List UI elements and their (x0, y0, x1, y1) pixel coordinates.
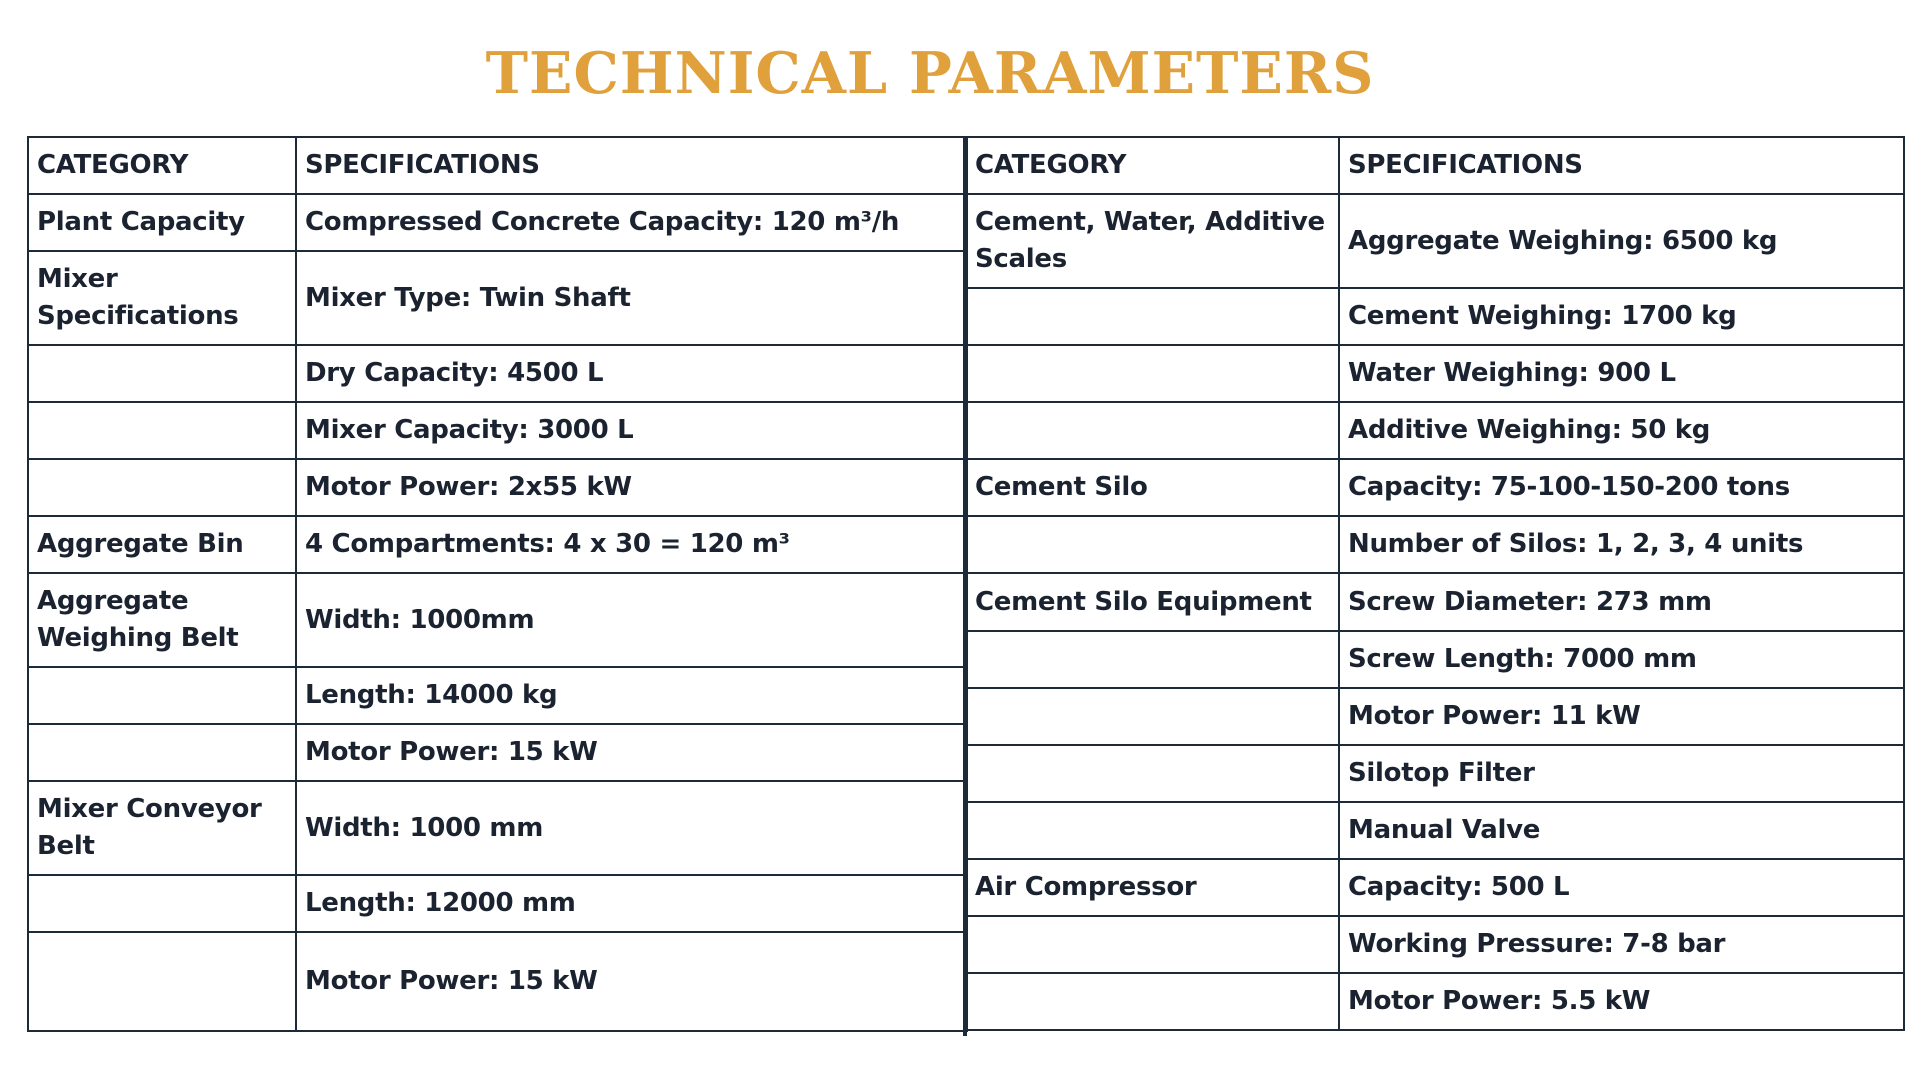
table-row (28, 724, 967, 781)
specification-cell: Length: 12000 mm (296, 875, 967, 932)
category-cell: Aggregate Weighing Belt (28, 573, 296, 667)
table-row (966, 402, 1904, 459)
category-cell: Mixer Specifications (28, 251, 296, 345)
specification-cell: Additive Weighing: 50 kg (1339, 402, 1904, 459)
category-cell: Cement, Water, Additive Scales (966, 194, 1339, 288)
category-cell (28, 402, 296, 459)
table-row (966, 345, 1904, 402)
table-row (966, 194, 1904, 288)
specification-cell: Capacity: 75-100-150-200 tons (1339, 459, 1904, 516)
category-header: CATEGORY (966, 137, 1339, 194)
specification-cell: Cement Weighing: 1700 kg (1339, 288, 1904, 345)
category-cell (28, 932, 296, 1031)
specification-cell: Screw Diameter: 273 mm (1339, 573, 1904, 631)
category-cell (966, 345, 1339, 402)
category-cell (28, 875, 296, 932)
category-cell (966, 745, 1339, 802)
table-row (966, 288, 1904, 345)
table-row (28, 251, 967, 345)
specification-cell: Screw Length: 7000 mm (1339, 631, 1904, 688)
right-parameters-table (965, 136, 1905, 1031)
category-cell: Air Compressor (966, 859, 1339, 916)
table-row (28, 402, 967, 459)
table-row (966, 973, 1904, 1030)
category-cell: Cement Silo Equipment (966, 573, 1339, 631)
specification-cell: Motor Power: 11 kW (1339, 688, 1904, 745)
category-cell (28, 724, 296, 781)
specification-cell: Width: 1000mm (296, 573, 967, 667)
category-cell (966, 688, 1339, 745)
table-row (28, 345, 967, 402)
specification-cell: Motor Power: 15 kW (296, 932, 967, 1031)
category-header: CATEGORY (28, 137, 296, 194)
specification-cell: Manual Valve (1339, 802, 1904, 859)
table-row (966, 859, 1904, 916)
table-row (28, 932, 967, 1031)
specifications-header: SPECIFICATIONS (1339, 137, 1904, 194)
specification-cell: Water Weighing: 900 L (1339, 345, 1904, 402)
specification-cell: Working Pressure: 7-8 bar (1339, 916, 1904, 973)
table-row (28, 516, 967, 573)
specification-cell: Mixer Capacity: 3000 L (296, 402, 967, 459)
specification-cell: Mixer Type: Twin Shaft (296, 251, 967, 345)
category-cell (966, 516, 1339, 573)
specification-cell: Compressed Concrete Capacity: 120 m³/h (296, 194, 967, 251)
specification-cell: Width: 1000 mm (296, 781, 967, 875)
table-divider (963, 136, 967, 1036)
table-row (28, 194, 967, 251)
table-row (966, 745, 1904, 802)
category-cell (966, 402, 1339, 459)
table-row (966, 802, 1904, 859)
category-cell (966, 916, 1339, 973)
specification-cell: Silotop Filter (1339, 745, 1904, 802)
table-row (966, 573, 1904, 631)
category-cell: Plant Capacity (28, 194, 296, 251)
category-cell (28, 345, 296, 402)
page-title: TECHNICAL PARAMETERS (485, 40, 1375, 107)
specification-cell: 4 Compartments: 4 x 30 = 120 m³ (296, 516, 967, 573)
specification-cell: Capacity: 500 L (1339, 859, 1904, 916)
category-cell: Aggregate Bin (28, 516, 296, 573)
specification-cell: Motor Power: 5.5 kW (1339, 973, 1904, 1030)
category-cell (966, 288, 1339, 345)
table-row (28, 573, 967, 667)
category-cell: Mixer Conveyor Belt (28, 781, 296, 875)
table-row (966, 916, 1904, 973)
table-row (966, 631, 1904, 688)
specification-cell: Motor Power: 2x55 kW (296, 459, 967, 516)
specification-cell: Motor Power: 15 kW (296, 724, 967, 781)
category-cell (28, 667, 296, 724)
category-cell (966, 973, 1339, 1030)
specification-cell: Dry Capacity: 4500 L (296, 345, 967, 402)
table-header-row (28, 137, 967, 194)
table-row (28, 781, 967, 875)
table-row (966, 688, 1904, 745)
specification-cell: Length: 14000 kg (296, 667, 967, 724)
category-cell (966, 802, 1339, 859)
specifications-header: SPECIFICATIONS (296, 137, 967, 194)
category-cell (28, 459, 296, 516)
table-row (966, 459, 1904, 516)
specification-cell: Aggregate Weighing: 6500 kg (1339, 194, 1904, 288)
category-cell (966, 631, 1339, 688)
table-row (28, 459, 967, 516)
category-cell: Cement Silo (966, 459, 1339, 516)
table-row (28, 875, 967, 932)
table-row (28, 667, 967, 724)
table-row (966, 516, 1904, 573)
left-parameters-table (27, 136, 968, 1032)
table-header-row (966, 137, 1904, 194)
specification-cell: Number of Silos: 1, 2, 3, 4 units (1339, 516, 1904, 573)
